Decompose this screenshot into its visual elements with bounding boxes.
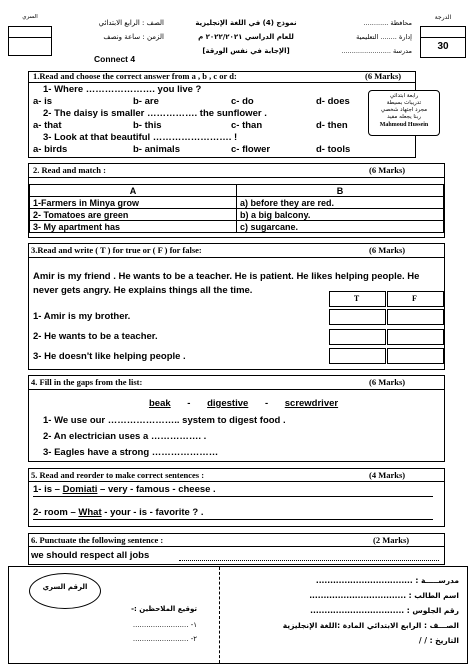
secret-number-oval (29, 573, 101, 609)
match-b-3: c) sugarcane. (237, 221, 444, 233)
s1-q1-opt-d: d- does (316, 96, 350, 107)
teacher-stamp (368, 90, 440, 136)
tf-header-t: T (353, 294, 360, 303)
school-year: للعام الدراسي ٢٠٢٢/٢٠٢١ م (198, 33, 294, 41)
s4-line-2: 2- An electrician uses a ……………. . (43, 431, 207, 442)
administration-line: إدارة ........ التعليمية (356, 33, 412, 41)
grade-level: الصف : الرابع الابتدائي (98, 19, 164, 27)
s3-answer-1-t[interactable] (329, 309, 386, 325)
s3-answer-3-t[interactable] (329, 348, 386, 364)
footer-student-info (224, 573, 459, 648)
col-b-header: B (237, 185, 444, 197)
grade-label: الدرجة (434, 14, 452, 21)
stamp-name: Mahmoud Hussein (379, 122, 429, 128)
s3-passage: Amir is my friend . He wants to be a teacher. He is patient. He likes helping people. He never gets angry. He explains things all the time. (33, 271, 420, 296)
match-a-2: 2- Tomatoes are green (30, 209, 237, 221)
match-a-3: 3- My apartment has (30, 221, 237, 233)
section-5 (28, 468, 445, 527)
s6-answer-line (179, 560, 439, 561)
col-a-header: A (30, 185, 237, 197)
section-4-title: 4. Fill in the gaps from the list: (31, 377, 143, 387)
section-3 (28, 243, 445, 370)
word-list (149, 398, 338, 409)
footer-date-line: التاريخ : / / (418, 636, 459, 645)
word-sep-1: - (187, 398, 191, 409)
answer-note: [الإجابة في نفس الورقة] (202, 47, 290, 55)
match-b-1: a) before they are red. (237, 197, 444, 209)
secret-number-label: السري (22, 14, 38, 20)
section-6-marks: (2 Marks) (373, 535, 410, 545)
stamp-line-2: تدريبات بسيطة (386, 100, 422, 106)
section-4 (28, 375, 445, 462)
s5-item-2-post: - your - is - favorite ? . (101, 507, 204, 518)
s1-q1-opt-c: c- do (231, 96, 254, 107)
section-2-marks: (6 Marks) (369, 165, 406, 175)
section-3-marks: (6 Marks) (369, 245, 406, 255)
section-2 (28, 163, 445, 238)
grade-box (420, 14, 466, 58)
stamp-line-3: مجرد اجتهاد شخصي (380, 107, 428, 113)
s5-item-1-underlined: Domiati (62, 484, 98, 495)
tf-header-box-f (387, 291, 444, 307)
stamp-line-4: ربنا يجعله مفيد (387, 114, 421, 120)
tf-header-f: F (412, 294, 417, 303)
s5-item-1 (33, 484, 216, 495)
s4-line-3: 3- Eagles have a strong ………………… (43, 447, 219, 458)
s5-answer-line-1 (33, 496, 433, 497)
exam-header (6, 8, 468, 70)
s1-q1-opt-a: a- is (33, 96, 53, 107)
header-center-info (176, 16, 316, 58)
section-1-title: 1.Read and choose the correct answer from a , b , c or d: (33, 71, 237, 81)
s5-item-2-pre: 2- room – (33, 507, 79, 518)
observer-sign-2: ٢- ......................... (132, 635, 197, 643)
header-left-info (54, 16, 164, 44)
governorate-line: محافظة ............ (363, 19, 412, 27)
model-title: نموذج (4) في اللغة الإنجليزية (195, 19, 297, 27)
s1-q2-opt-d: d- then (316, 120, 348, 131)
s1-q3: 3- Look at that beautiful ……………………. ! (43, 132, 238, 143)
footer-student-name-line: اسم الطالب : .................................. (309, 591, 459, 600)
time-allowed: الزمن : ساعة ونصف (103, 33, 164, 41)
school-line: مدرسة ........................ (341, 47, 412, 55)
s3-answer-2-t[interactable] (329, 329, 386, 345)
s1-q3-opt-d: d- tools (316, 144, 351, 155)
section-1-marks: (6 Marks) (365, 71, 402, 81)
word-beak: beak (149, 398, 171, 409)
section-6 (28, 533, 445, 565)
s1-q3-opt-b: b- animals (133, 144, 180, 155)
section-5-marks: (4 Marks) (369, 470, 406, 480)
match-table (29, 184, 444, 233)
s1-q3-opt-a: a- birds (33, 144, 68, 155)
s1-q2: 2- The daisy is smaller ……………. the sunflower . (43, 108, 267, 119)
section-1 (28, 71, 416, 158)
s5-item-2 (33, 507, 204, 518)
grade-value: 30 (437, 41, 449, 52)
s6-sentence: we should respect all jobs (31, 550, 150, 561)
book-name: Connect 4 (94, 54, 136, 64)
tf-header-box-t (329, 291, 386, 307)
s5-answer-line-2 (33, 519, 433, 520)
s1-q2-opt-c: c- than (231, 120, 263, 131)
s3-statement-3: 3- He doesn't like helping people . (33, 351, 186, 362)
footer-school-line: مدرســـــة : .................................. (315, 576, 459, 585)
s1-q2-opt-b: b- this (133, 120, 162, 131)
s1-q1: 1- Where …………………. you live ? (43, 84, 202, 95)
s5-item-1-pre: 1- is – (33, 484, 63, 495)
s3-statement-2: 2- He wants to be a teacher. (33, 331, 158, 342)
word-screwdriver: screwdriver (284, 398, 339, 409)
section-2-title: 2. Read and match : (33, 165, 106, 175)
match-b-2: b) a big balcony. (237, 209, 444, 221)
footer-divider (219, 567, 220, 663)
word-sep-2: - (264, 398, 269, 409)
s1-q3-opt-c: c- flower (231, 144, 271, 155)
s3-statement-1: 1- Amir is my brother. (33, 311, 131, 322)
match-a-1: 1-Farmers in Minya grow (30, 197, 237, 209)
observer-sign-1: ١- ......................... (132, 621, 197, 629)
stamp-line-1: رابعة ابتدائي (389, 93, 419, 99)
word-digestive: digestive (207, 398, 249, 409)
s3-answer-2-f[interactable] (387, 329, 444, 345)
footer-grade-subject-line: الصـــف : الرابع الابتدائي المادة :اللغة الإنجليزية (282, 621, 459, 630)
footer-seat-number-line: رقم الجلوس : ................................. (310, 606, 459, 615)
secret-number-box (8, 14, 52, 56)
section-3-title: 3.Read and write ( T ) for true or ( F ) for false: (31, 245, 202, 255)
section-6-title: 6. Punctuate the following sentence : (31, 535, 164, 545)
s3-answer-3-f[interactable] (387, 348, 444, 364)
s5-item-2-underlined: What (78, 507, 102, 518)
s4-line-1: 1- We use our ………………….. system to digest food . (43, 415, 286, 426)
section-5-title: 5. Read and reorder to make correct sentences : (31, 470, 205, 480)
observers-signature-title: توقيع الملاحظين :- (131, 605, 197, 613)
s5-item-1-post: – very - famous - cheese . (97, 484, 216, 495)
s1-q1-opt-b: b- are (133, 96, 159, 107)
footer (8, 566, 468, 664)
section-4-marks: (6 Marks) (369, 377, 406, 387)
secret-number-oval-label: الرقم السري (42, 583, 88, 591)
s1-q2-opt-a: a- that (33, 120, 62, 131)
s3-answer-1-f[interactable] (387, 309, 444, 325)
